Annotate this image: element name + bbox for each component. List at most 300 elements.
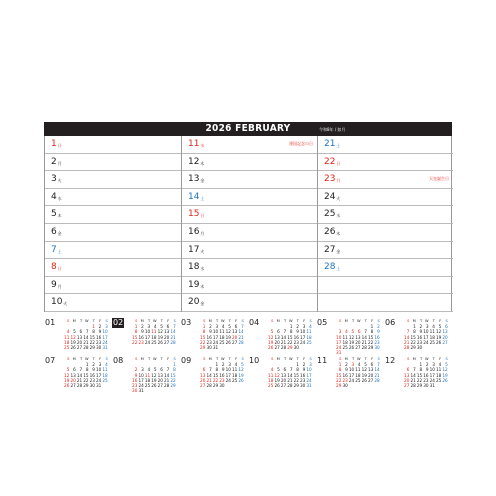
mini-day: 1 <box>202 324 206 330</box>
day-cell[interactable] <box>182 154 317 172</box>
mini-day: 24 <box>423 339 429 345</box>
mini-week-row <box>199 345 244 350</box>
mini-day: 23 <box>132 382 138 388</box>
mini-month-number: 09 <box>181 356 192 365</box>
mini-day: 6 <box>445 324 448 330</box>
weekday-label: 水 <box>200 143 205 148</box>
mini-day: 11 <box>144 372 151 378</box>
mini-day: 8 <box>370 329 374 335</box>
mini-day: 7 <box>377 362 380 368</box>
mini-day: 7 <box>289 367 293 373</box>
mini-day: 4 <box>66 329 70 335</box>
mini-month-08[interactable] <box>112 356 176 400</box>
mini-day: 14 <box>410 372 416 378</box>
weekday-label: 日 <box>57 143 62 148</box>
mini-day: 29 <box>416 382 423 388</box>
mini-day: 12 <box>361 367 367 373</box>
day-cell[interactable] <box>45 154 181 172</box>
weekday-header: T <box>364 357 367 361</box>
mini-day: 15 <box>132 334 138 340</box>
mini-day: 16 <box>206 334 212 340</box>
day-cell[interactable] <box>182 242 317 260</box>
mini-day: 26 <box>442 377 448 383</box>
mini-day: 18 <box>355 372 361 378</box>
mini-day: 11 <box>436 367 442 373</box>
weekday-header: T <box>147 357 151 361</box>
day-number: 24 <box>324 191 336 202</box>
mini-month-number: 04 <box>249 318 260 327</box>
weekday-header: M <box>140 357 144 361</box>
mini-day: 6 <box>277 329 280 335</box>
weekday-header: S <box>105 319 108 323</box>
mini-day: 28 <box>164 382 170 388</box>
mini-day: 7 <box>406 329 410 335</box>
weekday-header: T <box>215 357 219 361</box>
mini-day: 5 <box>160 324 163 330</box>
mini-day: 18 <box>436 372 442 378</box>
weekday-label: 月 <box>57 160 62 166</box>
mini-day: 15 <box>89 334 95 340</box>
mini-day: 30 <box>300 382 306 388</box>
mini-day: 20 <box>442 334 448 340</box>
weekday-header: M <box>412 357 416 361</box>
mini-day: 10 <box>102 329 108 335</box>
mini-month-12[interactable] <box>384 356 448 400</box>
weekday-header: T <box>419 319 423 323</box>
mini-day: 26 <box>268 344 274 350</box>
mini-day: 3 <box>302 324 306 330</box>
weekday-header: M <box>276 319 280 323</box>
mini-week-row <box>403 383 448 388</box>
day-cell[interactable] <box>318 154 453 172</box>
mini-day: 10 <box>429 367 435 373</box>
mini-day: 23 <box>342 377 348 383</box>
mini-day: 29 <box>410 344 416 350</box>
day-cell[interactable] <box>318 171 453 189</box>
mini-day: 4 <box>357 362 361 368</box>
mini-day: 19 <box>268 339 274 345</box>
mini-day: 8 <box>419 367 423 373</box>
day-number: 1 <box>51 139 57 149</box>
mini-day: 22 <box>83 377 89 383</box>
weekday-label: 土 <box>336 266 341 272</box>
mini-day: 27 <box>274 344 280 350</box>
weekday-header: M <box>72 319 76 323</box>
mini-day: 22 <box>212 377 219 383</box>
mini-day: 16 <box>89 372 95 378</box>
weekday-label: 月 <box>336 178 341 184</box>
day-cell[interactable] <box>45 259 181 277</box>
day-number: 5 <box>51 209 57 220</box>
day-cell[interactable] <box>182 136 317 154</box>
day-cell[interactable] <box>182 189 317 207</box>
mini-day: 24 <box>225 377 231 383</box>
weekday-label: 土 <box>336 143 341 148</box>
mini-day: 2 <box>345 362 348 368</box>
mini-day: 9 <box>302 367 306 373</box>
mini-day: 5 <box>153 367 157 373</box>
day-cell[interactable] <box>45 136 181 154</box>
weekday-header: F <box>303 319 306 323</box>
mini-day: 2 <box>141 324 144 330</box>
mini-day: 3 <box>147 324 151 330</box>
mini-day: 5 <box>438 324 442 330</box>
mini-day: 10 <box>212 329 219 335</box>
mini-day: 29 <box>287 344 293 350</box>
mini-day: 10 <box>423 329 429 335</box>
mini-day: 1 <box>215 362 219 368</box>
holiday-note: 天皇誕生日 <box>429 176 449 182</box>
weekday-header: T <box>215 319 219 323</box>
mini-day: 18 <box>64 339 70 345</box>
mini-day: 17 <box>423 334 429 340</box>
mini-day: 26 <box>225 339 231 345</box>
mini-day: 5 <box>270 329 274 335</box>
mini-month-07[interactable] <box>44 356 108 400</box>
mini-month-number: 01 <box>45 318 56 327</box>
mini-month-grid <box>63 357 108 388</box>
mini-day: 23 <box>219 377 225 383</box>
mini-day: 23 <box>96 339 102 345</box>
mini-day: 8 <box>338 367 342 373</box>
mini-day: 13 <box>442 329 448 335</box>
day-number: 21 <box>324 139 336 149</box>
mini-day: 5 <box>445 362 448 368</box>
mini-month-grid <box>199 319 244 350</box>
mini-day: 2 <box>92 362 95 368</box>
mini-day: 13 <box>164 329 170 335</box>
weekday-label: 土 <box>57 248 62 254</box>
mini-day: 14 <box>287 372 293 378</box>
mini-day: 31 <box>336 350 342 356</box>
mini-week-row <box>335 345 380 350</box>
mini-day: 29 <box>336 382 342 388</box>
mini-day: 2 <box>425 362 429 368</box>
mini-day: 27 <box>355 344 361 350</box>
mini-day: 18 <box>306 334 312 340</box>
mini-day: 31 <box>429 382 435 388</box>
mini-day: 17 <box>300 334 306 340</box>
mini-day: 14 <box>361 334 367 340</box>
weekday-header: M <box>72 357 76 361</box>
mini-month-number: 02 <box>113 318 124 327</box>
mini-day: 1 <box>370 324 374 330</box>
weekday-header: S <box>67 319 70 323</box>
mini-day: 6 <box>234 324 238 330</box>
mini-day: 3 <box>432 362 435 368</box>
day-number: 27 <box>324 244 336 255</box>
day-cell[interactable] <box>318 136 453 154</box>
mini-day: 31 <box>138 388 144 394</box>
mini-day: 19 <box>361 372 367 378</box>
mini-month-grid <box>403 319 448 350</box>
mini-day: 31 <box>102 344 108 350</box>
day-cell[interactable] <box>318 206 453 224</box>
weekday-header: T <box>79 357 83 361</box>
mini-day: 25 <box>342 344 348 350</box>
mini-day: 28 <box>206 382 212 388</box>
mini-day: 26 <box>361 377 367 383</box>
mini-day: 17 <box>225 372 231 378</box>
day-cell[interactable] <box>318 242 453 260</box>
weekday-header: M <box>276 357 280 361</box>
mini-day: 25 <box>232 377 238 383</box>
mini-day: 11 <box>64 334 70 340</box>
day-cell[interactable] <box>318 259 453 277</box>
day-number: 28 <box>324 262 336 273</box>
mini-month-number: 05 <box>317 318 328 327</box>
weekday-label: 火 <box>63 301 68 307</box>
mini-day: 12 <box>70 334 76 340</box>
mini-day: 11 <box>342 334 348 340</box>
mini-day: 17 <box>96 372 102 378</box>
mini-day: 29 <box>293 382 299 388</box>
mini-day: 20 <box>164 334 170 340</box>
mini-week-row <box>403 345 448 350</box>
weekday-header: S <box>377 357 380 361</box>
day-cell[interactable] <box>182 224 317 242</box>
day-cell[interactable] <box>45 294 181 312</box>
mini-day: 21 <box>410 377 416 383</box>
day-cell[interactable] <box>182 277 317 295</box>
day-number: 12 <box>188 156 200 167</box>
day-cell[interactable] <box>182 259 317 277</box>
weekday-header: T <box>283 357 287 361</box>
mini-day: 12 <box>238 367 244 373</box>
mini-day: 12 <box>436 329 442 335</box>
mini-day: 23 <box>293 339 299 345</box>
day-cell[interactable] <box>182 171 317 189</box>
mini-day: 23 <box>416 339 423 345</box>
mini-day: 8 <box>134 329 138 335</box>
mini-day: 15 <box>410 334 416 340</box>
mini-day: 22 <box>200 339 206 345</box>
mini-day: 6 <box>357 329 361 335</box>
weekday-header: S <box>445 319 448 323</box>
mini-day: 4 <box>309 324 312 330</box>
mini-day: 24 <box>96 377 102 383</box>
mini-month-09[interactable] <box>180 356 244 400</box>
weekday-label: 火 <box>336 195 341 201</box>
day-cell[interactable] <box>318 277 453 295</box>
day-cell[interactable] <box>182 206 317 224</box>
mini-day: 7 <box>413 367 416 373</box>
weekday-header: T <box>283 319 287 323</box>
mini-day: 3 <box>351 362 355 368</box>
day-number: 9 <box>51 279 57 290</box>
mini-day: 3 <box>338 329 342 335</box>
weekday-header: M <box>344 357 348 361</box>
mini-day: 27 <box>76 344 83 350</box>
mini-day: 30 <box>96 344 102 350</box>
mini-day: 9 <box>209 329 212 335</box>
mini-day: 17 <box>348 372 355 378</box>
mini-day: 7 <box>79 367 83 373</box>
weekday-header: M <box>208 357 212 361</box>
mini-day: 6 <box>166 324 170 330</box>
weekday-header: S <box>173 357 176 361</box>
mini-day: 25 <box>219 339 225 345</box>
mini-day: 29 <box>212 382 219 388</box>
mini-day: 11 <box>429 329 435 335</box>
mini-day: 15 <box>336 372 342 378</box>
mini-day: 16 <box>138 334 144 340</box>
mini-day: 6 <box>370 362 374 368</box>
mini-day: 3 <box>105 324 108 330</box>
weekday-header: W <box>357 357 361 361</box>
mini-day: 26 <box>238 377 244 383</box>
weekday-header: S <box>407 319 410 323</box>
weekday-header: F <box>371 357 374 361</box>
mini-day: 20 <box>70 377 76 383</box>
mini-day: 9 <box>92 367 95 373</box>
day-number: 26 <box>324 227 336 237</box>
day-cell[interactable] <box>45 224 181 242</box>
mini-week-row <box>63 383 108 388</box>
mini-week-row <box>267 383 312 388</box>
mini-day: 11 <box>219 329 225 335</box>
day-number: 13 <box>188 174 200 185</box>
mini-day: 9 <box>141 329 144 335</box>
mini-day: 21 <box>287 377 293 383</box>
calendar-header <box>44 122 452 136</box>
mini-day: 13 <box>157 372 163 378</box>
mini-day: 21 <box>238 334 244 340</box>
mini-day: 20 <box>368 372 374 378</box>
mini-day: 24 <box>212 339 219 345</box>
mini-day: 17 <box>138 377 144 383</box>
day-cell[interactable] <box>45 206 181 224</box>
mini-week-row <box>63 345 108 350</box>
weekday-header: F <box>235 357 238 361</box>
mini-day: 8 <box>296 367 299 373</box>
weekday-header: S <box>271 357 274 361</box>
mini-day: 4 <box>153 324 157 330</box>
weekday-header: W <box>153 319 157 323</box>
mini-day: 4 <box>438 362 442 368</box>
weekday-header: F <box>99 319 102 323</box>
day-number: 7 <box>51 244 57 255</box>
mini-day: 6 <box>79 329 83 335</box>
mini-day: 1 <box>92 324 95 330</box>
day-cell[interactable] <box>45 171 181 189</box>
weekday-header: S <box>241 357 244 361</box>
mini-day: 2 <box>419 324 423 330</box>
mini-day: 15 <box>293 372 299 378</box>
mini-day: 27 <box>368 377 374 383</box>
mini-month-number: 12 <box>385 356 396 365</box>
day-number: 11 <box>188 139 200 149</box>
weekday-header: W <box>85 357 89 361</box>
mini-day: 14 <box>164 372 170 378</box>
day-cell[interactable] <box>318 224 453 242</box>
day-cell[interactable] <box>318 294 453 312</box>
weekday-label: 金 <box>200 301 205 307</box>
mini-week-row <box>199 383 244 388</box>
mini-day: 4 <box>234 362 238 368</box>
mini-day: 2 <box>302 362 306 368</box>
mini-month-11[interactable] <box>316 356 380 400</box>
month-title: 2026 FEBRUARY <box>205 123 291 134</box>
weekday-label: 金 <box>200 178 205 184</box>
mini-day: 9 <box>296 329 299 335</box>
mini-day: 13 <box>200 372 206 378</box>
mini-day: 11 <box>268 372 274 378</box>
mini-day: 27 <box>200 382 206 388</box>
mini-day: 30 <box>293 344 299 350</box>
mini-day: 4 <box>147 367 151 373</box>
weekday-header: S <box>445 357 448 361</box>
weekday-label: 木 <box>57 213 62 219</box>
mini-day: 22 <box>416 377 423 383</box>
day-number: 14 <box>188 191 200 202</box>
mini-day: 27 <box>70 382 76 388</box>
mini-day: 30 <box>219 382 225 388</box>
weekday-header: S <box>309 319 312 323</box>
mini-day: 6 <box>202 367 206 373</box>
mini-day: 7 <box>173 324 176 330</box>
mini-day: 21 <box>170 334 176 340</box>
weekday-header: W <box>289 319 293 323</box>
mini-day: 3 <box>309 362 312 368</box>
mini-day: 11 <box>151 329 157 335</box>
mini-day: 28 <box>83 344 89 350</box>
mini-day: 1 <box>85 362 89 368</box>
weekday-header: S <box>407 357 410 361</box>
mini-day: 11 <box>306 329 312 335</box>
day-column <box>317 136 453 312</box>
mini-day: 9 <box>419 329 423 335</box>
mini-day: 4 <box>270 367 274 373</box>
day-cell[interactable] <box>45 242 181 260</box>
mini-day: 5 <box>73 329 76 335</box>
day-number: 3 <box>51 174 57 185</box>
mini-day: 22 <box>410 339 416 345</box>
mini-day: 18 <box>232 372 238 378</box>
mini-day: 16 <box>374 334 380 340</box>
mini-day: 25 <box>144 382 151 388</box>
mini-day: 14 <box>170 329 176 335</box>
mini-month-number: 08 <box>113 356 124 365</box>
mini-month-10[interactable] <box>248 356 312 400</box>
day-cell[interactable] <box>182 294 317 312</box>
day-cell[interactable] <box>45 277 181 295</box>
mini-day: 10 <box>348 367 355 373</box>
mini-week-row <box>267 345 312 350</box>
weekday-header: T <box>160 319 163 323</box>
weekday-header: W <box>289 357 293 361</box>
mini-day: 3 <box>228 362 231 368</box>
mini-day: 16 <box>416 334 423 340</box>
mini-day: 23 <box>206 339 212 345</box>
day-number: 19 <box>188 279 200 290</box>
mini-month-number: 10 <box>249 356 260 365</box>
day-cell[interactable] <box>318 189 453 207</box>
mini-day: 1 <box>338 362 342 368</box>
mini-day: 25 <box>306 339 312 345</box>
weekday-label: 月 <box>200 231 205 236</box>
mini-day: 24 <box>306 377 312 383</box>
day-cell[interactable] <box>45 189 181 207</box>
mini-day: 19 <box>157 334 163 340</box>
mini-day: 13 <box>232 329 238 335</box>
weekday-header: F <box>99 357 102 361</box>
mini-day: 6 <box>283 367 287 373</box>
mini-day: 23 <box>300 377 306 383</box>
mini-day: 10 <box>144 329 151 335</box>
mini-day: 7 <box>364 329 367 335</box>
mini-day: 26 <box>157 339 163 345</box>
